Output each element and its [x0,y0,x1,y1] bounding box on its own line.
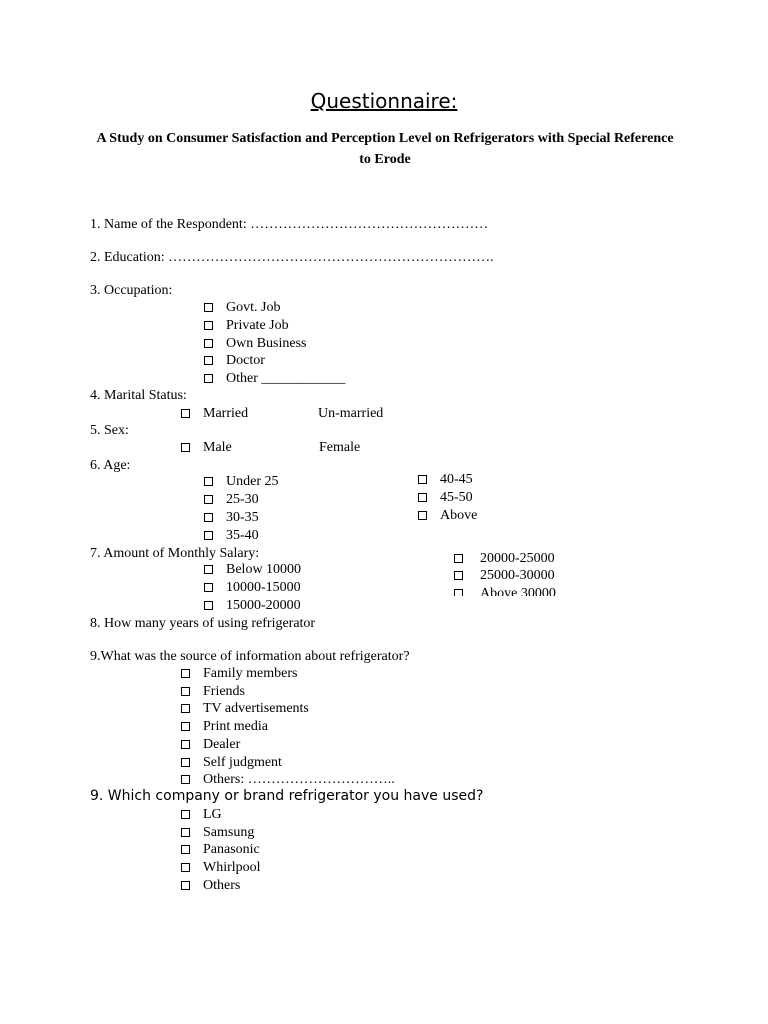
option-lg[interactable]: LG [181,806,222,823]
page-title: Questionnaire: [310,89,458,113]
salary-right-column [450,548,650,596]
question-1 [90,216,488,233]
checkbox-icon [181,758,190,767]
checkbox-icon [204,477,213,486]
checkbox-icon [204,583,213,592]
option-20000-25000[interactable]: 20000-25000 [454,550,555,567]
question-2-label: 2. Education: [90,250,165,265]
checkbox-icon [454,589,463,596]
option-whirlpool[interactable]: Whirlpool [181,859,261,876]
checkbox-icon [181,828,190,837]
question-6-label: 6. Age: [90,458,131,473]
question-3-label: 3. Occupation: [90,283,173,298]
question-1-label: 1. Name of the Respondent: [90,217,247,232]
checkbox-icon [181,810,190,819]
page-subtitle: A Study on Consumer Satisfaction and Perception Level on Refrigerators with Special Reference to Erode [96,131,674,167]
option-family-members[interactable]: Family members [181,665,298,682]
option-married[interactable]: Married [181,405,248,422]
question-9a-label: 9.What was the source of information about refrigerator? [90,649,410,664]
option-friends[interactable]: Friends [181,683,245,700]
checkbox-icon [181,687,190,696]
question-1-blank: …………………………………………… [250,217,489,232]
checkbox-icon [181,775,190,784]
option-above[interactable]: Above [418,507,477,524]
checkbox-icon [181,863,190,872]
question-2 [90,249,494,266]
option-10000-15000[interactable]: 10000-15000 [204,579,301,596]
checkbox-icon [204,495,213,504]
option-above-30000[interactable]: Above 30000 [454,585,556,596]
option-male[interactable]: Male [181,439,232,456]
checkbox-icon [454,571,463,580]
option-25-30[interactable]: 25-30 [204,491,259,508]
question-4-label: 4. Marital Status: [90,388,187,403]
option-dealer[interactable]: Dealer [181,736,240,753]
option-female[interactable]: Female [319,440,361,455]
checkbox-icon [204,356,213,365]
option-15000-20000[interactable]: 15000-20000 [204,597,301,614]
option-unmarried[interactable]: Un-married [318,406,384,421]
checkbox-icon [418,493,427,502]
option-self-judgment[interactable]: Self judgment [181,754,282,771]
option-others-brand[interactable]: Others [181,877,240,894]
checkbox-icon [204,513,213,522]
checkbox-icon [204,531,213,540]
option-other[interactable]: Other ____________ [204,370,345,387]
checkbox-icon [204,321,213,330]
checkbox-icon [204,601,213,610]
question-5-label: 5. Sex: [90,423,129,438]
question-7-label: 7. Amount of Monthly Salary: [90,546,260,561]
option-print-media[interactable]: Print media [181,718,268,735]
checkbox-icon [204,374,213,383]
checkbox-icon [181,704,190,713]
question-8-label: 8. How many years of using refrigerator [90,616,316,631]
checkbox-icon [418,475,427,484]
option-private-job[interactable]: Private Job [204,317,289,334]
checkbox-icon [181,722,190,731]
checkbox-icon [204,303,213,312]
checkbox-icon [181,845,190,854]
option-own-business[interactable]: Own Business [204,335,307,352]
checkbox-icon [181,669,190,678]
question-2-blank: ……………………………………………………………. [168,250,494,265]
option-below-10000[interactable]: Below 10000 [204,561,301,578]
checkbox-icon [181,409,190,418]
checkbox-icon [204,565,213,574]
checkbox-icon [418,511,427,520]
question-9b-label: 9. Which company or brand refrigerator you have used? [90,788,484,804]
option-40-45[interactable]: 40-45 [418,471,473,488]
checkbox-icon [181,443,190,452]
checkbox-icon [204,339,213,348]
option-doctor[interactable]: Doctor [204,352,265,369]
option-under-25[interactable]: Under 25 [204,473,279,490]
option-35-40[interactable]: 35-40 [204,527,259,544]
option-45-50[interactable]: 45-50 [418,489,473,506]
option-tv-advertisements[interactable]: TV advertisements [181,700,309,717]
checkbox-icon [181,881,190,890]
option-25000-30000[interactable]: 25000-30000 [454,567,555,584]
option-30-35[interactable]: 30-35 [204,509,259,526]
checkbox-icon [181,740,190,749]
checkbox-icon [454,554,463,563]
option-samsung[interactable]: Samsung [181,824,254,841]
option-panasonic[interactable]: Panasonic [181,841,260,858]
option-others-source[interactable]: Others: ………………………….. [181,771,395,788]
option-govt-job[interactable]: Govt. Job [204,299,280,316]
